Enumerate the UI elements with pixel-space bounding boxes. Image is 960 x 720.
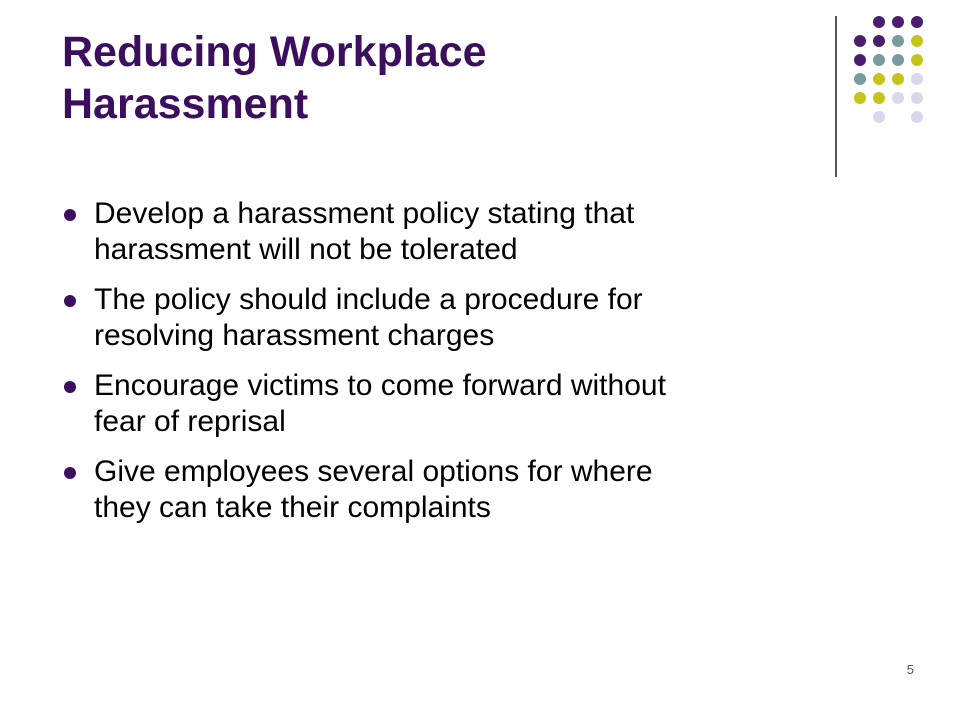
decorative-dot [911, 16, 923, 28]
bullet-line: harassment will not be tolerated [94, 233, 518, 266]
decorative-dot [911, 54, 923, 66]
bullet-item [62, 368, 882, 440]
decorative-dot [892, 54, 904, 66]
bullet-line: fear of reprisal [94, 405, 286, 438]
bullet-line: resolving harassment charges [94, 319, 495, 352]
title-divider [835, 16, 837, 177]
bullet-list [62, 196, 882, 540]
decorative-dot [911, 111, 923, 123]
bullet-dot-icon [64, 381, 76, 393]
decorative-dot [873, 16, 885, 28]
slide-title [62, 26, 802, 130]
decorative-dot [854, 92, 866, 104]
bullet-dot-icon [64, 209, 76, 221]
page-number: 5 [906, 662, 914, 677]
decorative-dot [873, 73, 885, 85]
decorative-dot [911, 92, 923, 104]
bullet-item [62, 454, 882, 526]
decorative-dot [854, 73, 866, 85]
bullet-item [62, 196, 882, 268]
bullet-text [94, 282, 882, 354]
bullet-line: Give employees several options for where [94, 455, 653, 488]
slide-title-line-2: Harassment [62, 80, 309, 128]
decorative-dot [873, 35, 885, 47]
decorative-dot [892, 35, 904, 47]
bullet-text [94, 196, 882, 268]
decorative-dot [873, 111, 885, 123]
bullet-item [62, 282, 882, 354]
bullet-line: Encourage victims to come forward without [94, 369, 666, 402]
decorative-dot [892, 16, 904, 28]
decorative-dot [911, 35, 923, 47]
decorative-dot [892, 92, 904, 104]
bullet-text [94, 368, 882, 440]
decorative-dot [854, 54, 866, 66]
slide-title-line-1: Reducing Workplace [62, 28, 487, 76]
bullet-line: Develop a harassment policy stating that [94, 197, 635, 230]
bullet-line: The policy should include a procedure for [94, 283, 643, 316]
bullet-dot-icon [64, 295, 76, 307]
bullet-line: they can take their complaints [94, 491, 491, 524]
decorative-dot [854, 35, 866, 47]
decorative-dot [892, 73, 904, 85]
bullet-text [94, 454, 882, 526]
bullet-dot-icon [64, 467, 76, 479]
decorative-dot [873, 54, 885, 66]
decorative-dot [911, 73, 923, 85]
decorative-dot [873, 92, 885, 104]
